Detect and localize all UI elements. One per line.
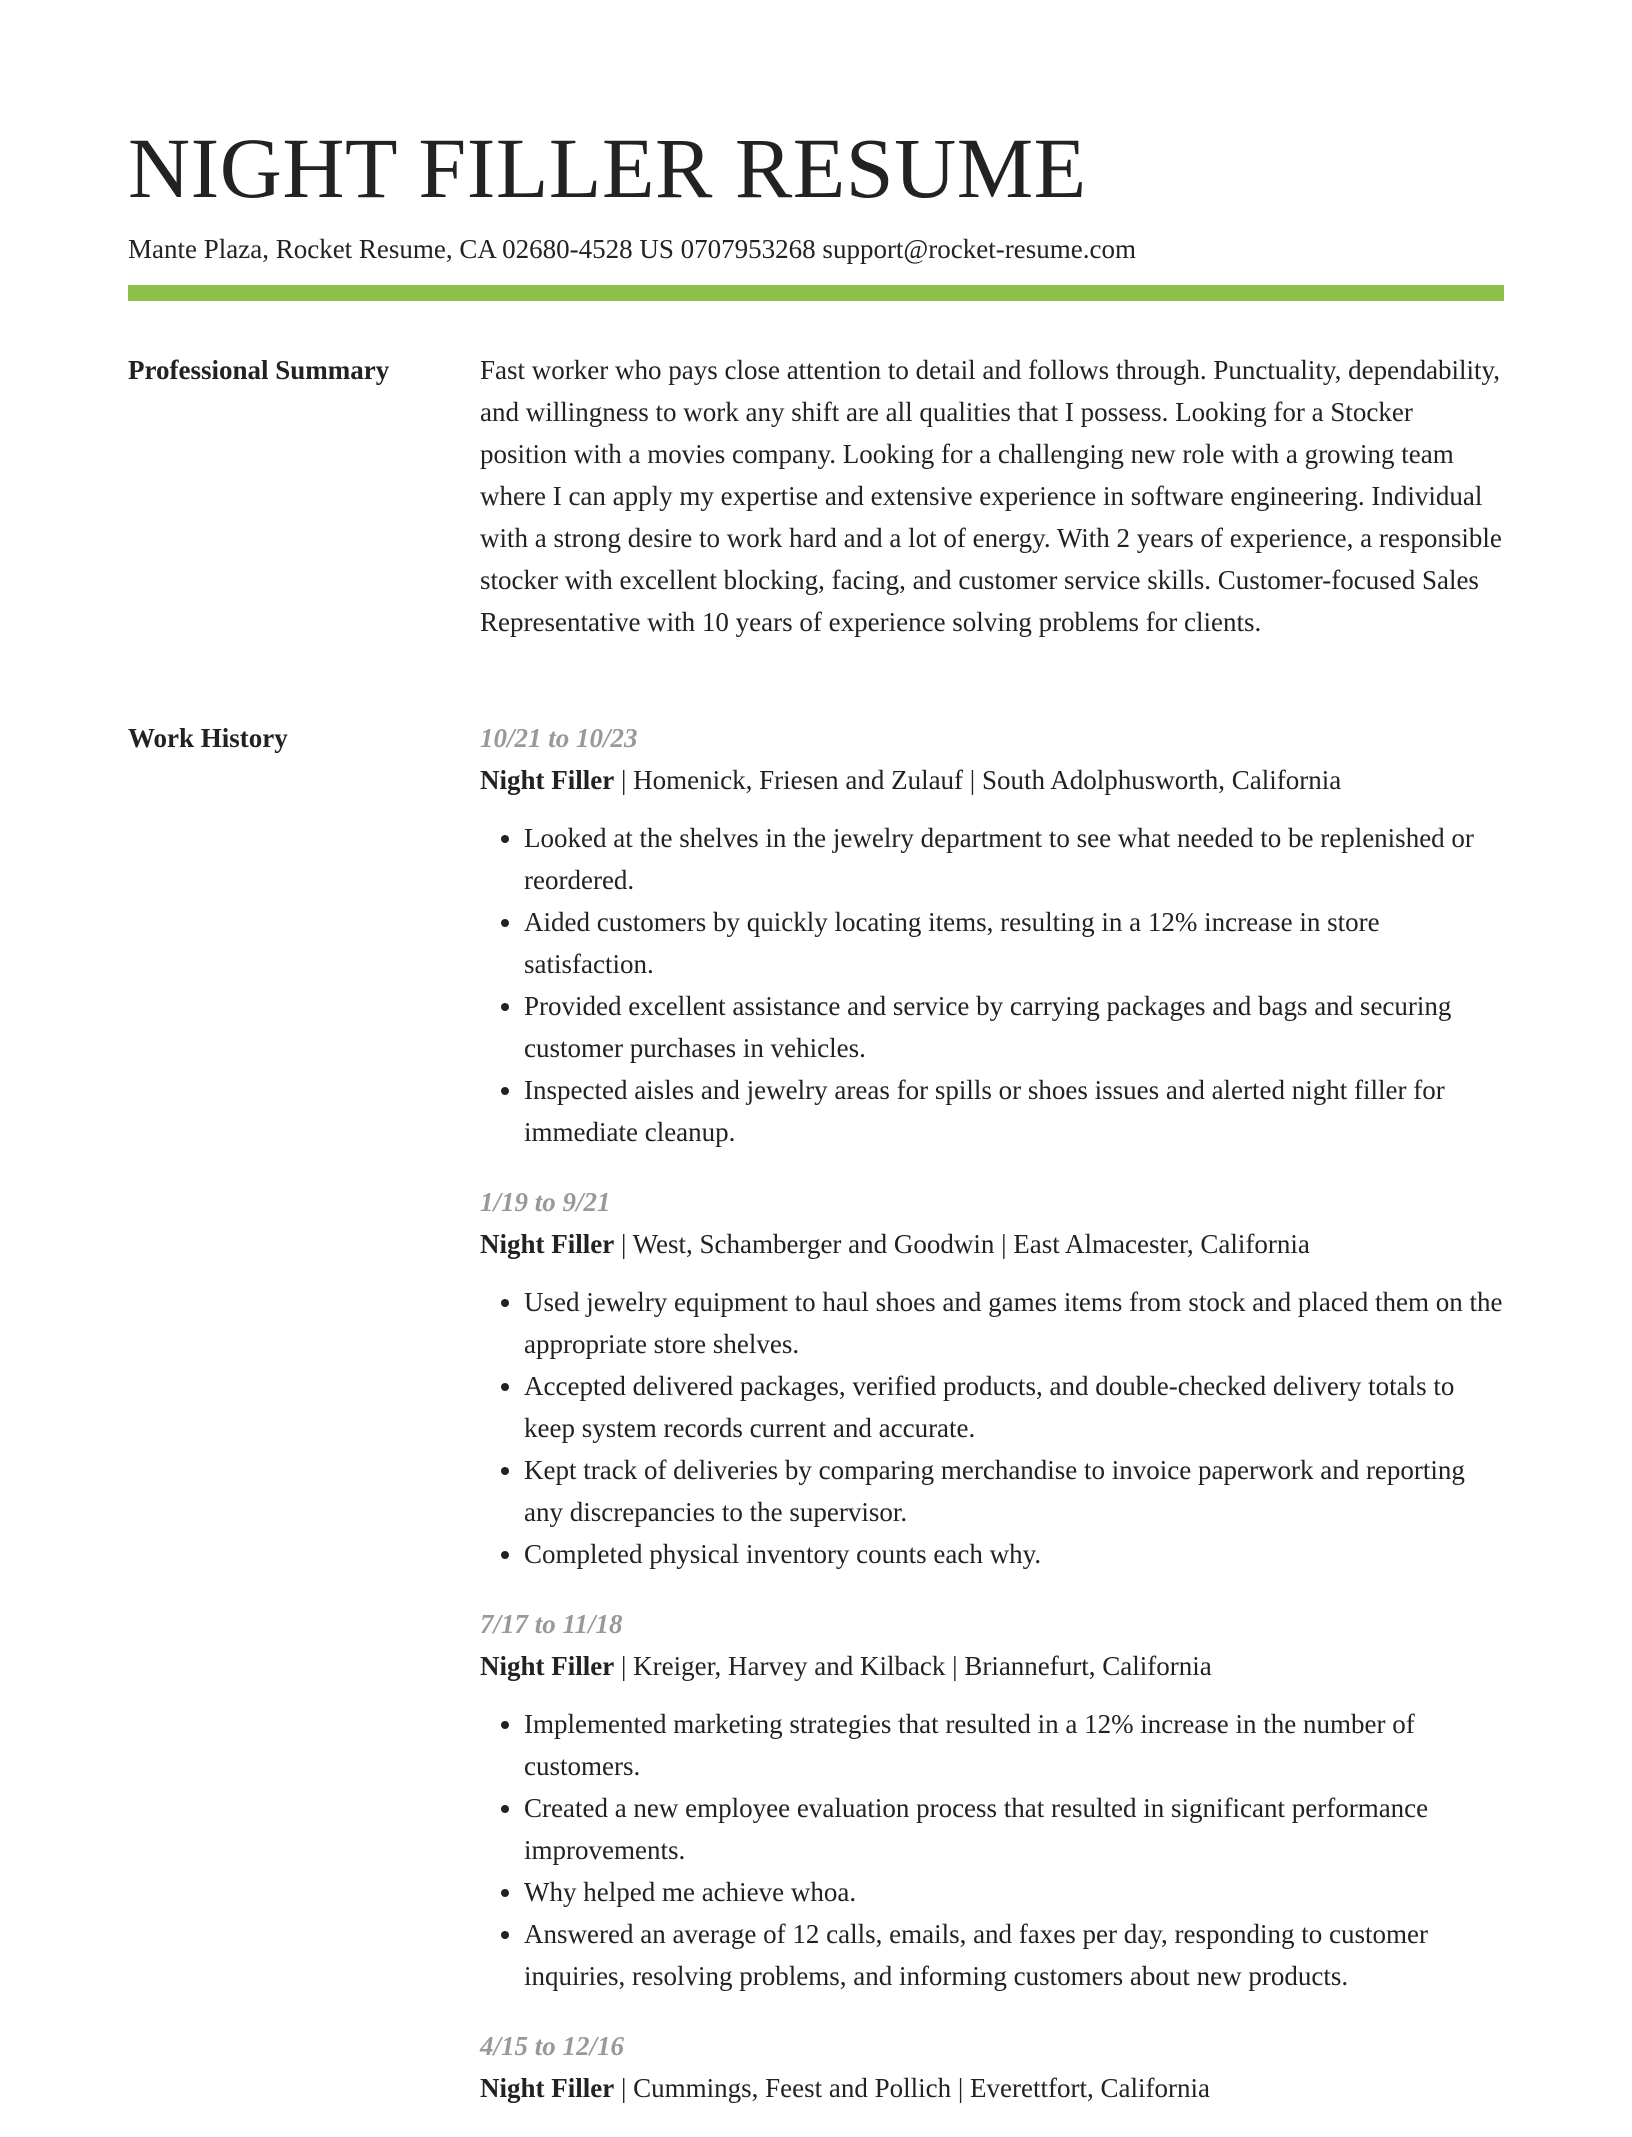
job-bullet-item: • Why helped me achieve whoa. xyxy=(524,1871,1504,1913)
job-bullets xyxy=(480,1703,1504,1997)
job-bullet-item: • Inspected aisles and jewelry areas for spills or shoes issues and alerted night filler for immediate cleanup. xyxy=(524,1069,1504,1153)
job-bullets xyxy=(480,1281,1504,1575)
job-company-location: | Kreiger, Harvey and Kilback | Briannefurt, California xyxy=(614,1651,1212,1681)
job-company-location: | West, Schamberger and Goodwin | East Almacester, California xyxy=(614,1229,1310,1259)
contact-line: Mante Plaza, Rocket Resume, CA 02680-4528 US 0707953268 support@rocket-resume.com xyxy=(128,234,1136,264)
job-company-location: | Homenick, Friesen and Zulauf | South Adolphusworth, California xyxy=(614,765,1342,795)
job-bullet-item: • Kept track of deliveries by comparing merchandise to invoice paperwork and reporting any discrepancies to the supervisor. xyxy=(524,1449,1504,1533)
header-divider xyxy=(128,285,1504,301)
job-bullet-item: • Provided excellent assistance and service by carrying packages and bags and securing customer purchases in vehicles. xyxy=(524,985,1504,1069)
summary-body xyxy=(480,349,1504,643)
section-label-work-history: Work History xyxy=(128,723,288,753)
job-bullet-item: • Used jewelry equipment to haul shoes and games items from stock and placed them on the appropriate store shelves. xyxy=(524,1281,1504,1365)
job-heading xyxy=(480,1223,1504,1265)
job-dates: 7/17 to 11/18 xyxy=(480,1609,623,1639)
job-title: Night Filler xyxy=(480,1651,615,1681)
job-title: Night Filler xyxy=(480,2073,615,2103)
work-history-list xyxy=(480,717,1504,2137)
job-bullet-item: • Answered an average of 12 calls, emails, and faxes per day, responding to customer inquiries, resolving problems, and informing customers about new products. xyxy=(524,1913,1504,1997)
job-heading xyxy=(480,2067,1504,2109)
job-heading xyxy=(480,759,1504,801)
job-bullet-item: • Created a new employee evaluation process that resulted in significant performance improvements. xyxy=(524,1787,1504,1871)
job-heading xyxy=(480,1645,1504,1687)
resume-title: NIGHT FILLER RESUME xyxy=(128,120,1087,216)
job-dates: 1/19 to 9/21 xyxy=(480,1187,611,1217)
job-bullet-item: • Aided customers by quickly locating items, resulting in a 12% increase in store satisfaction. xyxy=(524,901,1504,985)
job-bullet-item: • Looked at the shelves in the jewelry department to see what needed to be replenished or reordered. xyxy=(524,817,1504,901)
job-dates: 4/15 to 12/16 xyxy=(480,2031,625,2061)
section-label-summary: Professional Summary xyxy=(128,355,390,385)
job-bullet-item: • Accepted delivered packages, verified products, and double-checked delivery totals to keep system records current and accurate. xyxy=(524,1365,1504,1449)
job-entry xyxy=(480,1181,1504,1575)
job-bullet-item: • Implemented marketing strategies that resulted in a 12% increase in the number of customers. xyxy=(524,1703,1504,1787)
job-company-location: | Cummings, Feest and Pollich | Everettfort, California xyxy=(614,2073,1210,2103)
job-entry xyxy=(480,717,1504,1153)
job-entry xyxy=(480,2025,1504,2109)
job-title: Night Filler xyxy=(480,765,615,795)
job-bullet-item: • Completed physical inventory counts each why. xyxy=(524,1533,1504,1575)
job-bullets xyxy=(480,817,1504,1153)
summary-text: Fast worker who pays close attention to detail and follows through. Punctuality, dependability, and willingness to work any shift are all qualities that I possess. Looking for a Stocker position with a movies company. Looking for a challenging new role with a growing team where I can apply my expertise and extensive experience in software engineering. Individual with a strong desire to work hard and a lot of energy. With 2 years of experience, a responsible stocker with excellent blocking, facing, and customer service skills. Customer-focused Sales Representative with 10 years of experience solving problems for clients. xyxy=(480,355,1502,637)
job-title: Night Filler xyxy=(480,1229,615,1259)
job-dates: 10/21 to 10/23 xyxy=(480,723,638,753)
job-entry xyxy=(480,1603,1504,1997)
